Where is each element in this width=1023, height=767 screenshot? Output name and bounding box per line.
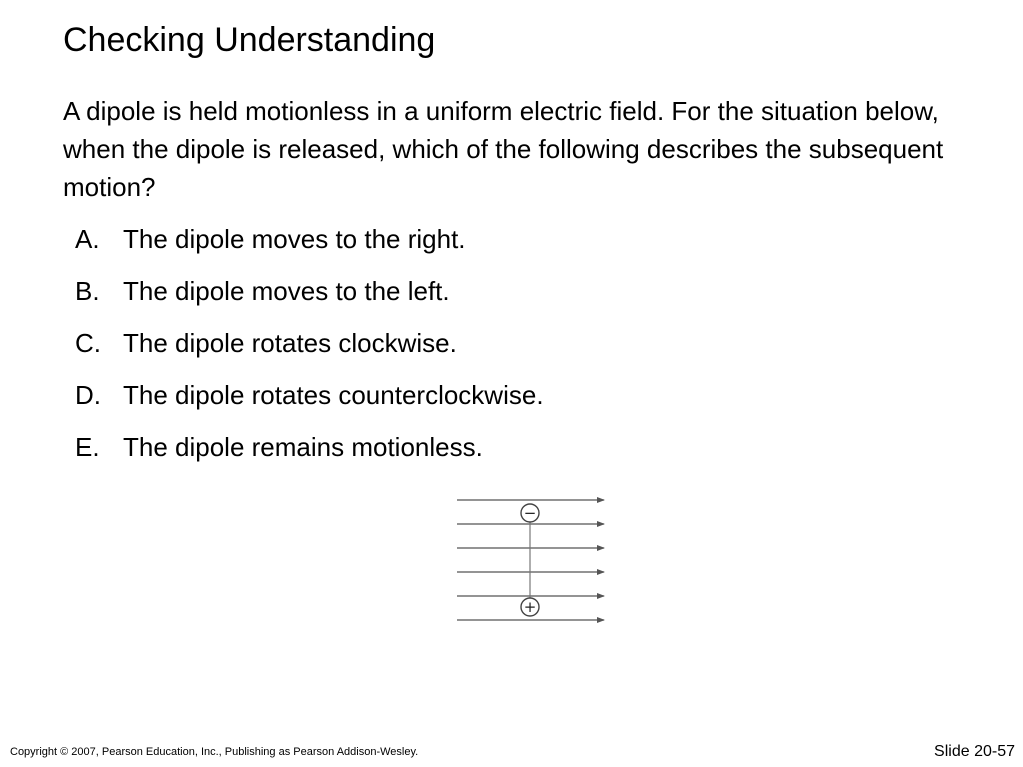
- copyright-notice: Copyright © 2007, Pearson Education, Inc., Publishing as Pearson Addison-Wesley.: [10, 746, 419, 758]
- choice-letter: B.: [75, 276, 100, 306]
- choice-b: [63, 272, 544, 310]
- negative-charge: [521, 504, 539, 522]
- choice-text: The dipole moves to the left.: [123, 276, 450, 306]
- slide-title: Checking Understanding: [63, 21, 436, 59]
- choice-text: The dipole rotates clockwise.: [123, 328, 457, 358]
- choice-letter: D.: [75, 380, 101, 410]
- choice-e: [63, 428, 544, 466]
- choice-text: The dipole remains motionless.: [123, 432, 483, 462]
- choice-letter: A.: [75, 224, 100, 254]
- choice-text: The dipole rotates counterclockwise.: [123, 380, 544, 410]
- choice-c: [63, 324, 544, 362]
- positive-charge: [521, 598, 539, 616]
- negative-charge-label: −: [523, 504, 537, 522]
- choice-letter: C.: [75, 328, 101, 358]
- question-text: A dipole is held motionless in a uniform electric field. For the situation below, when the dipole is released, which of the following describes the subsequent motion?: [63, 96, 944, 202]
- answer-choices: [63, 220, 544, 480]
- choice-letter: E.: [75, 432, 100, 462]
- choice-a: [63, 220, 544, 258]
- dipole-field-figure: [452, 490, 612, 625]
- choice-text: The dipole moves to the right.: [123, 224, 466, 254]
- slide-number: Slide 20-57: [934, 743, 1015, 760]
- positive-charge-label: +: [523, 598, 537, 616]
- choice-d: [63, 376, 544, 414]
